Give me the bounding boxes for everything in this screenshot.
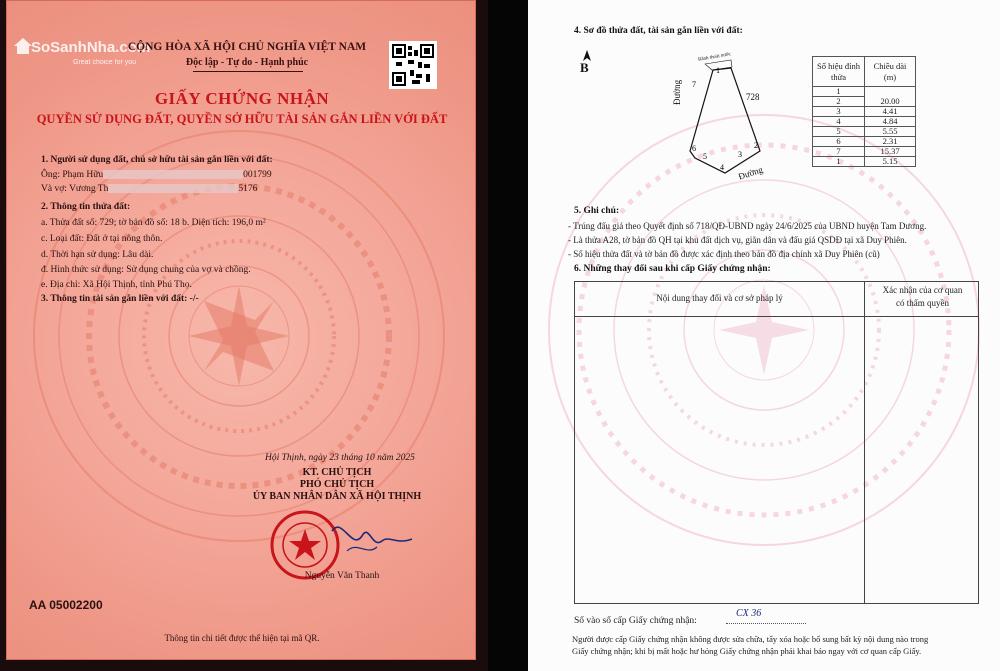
edge-id: 5 <box>813 127 865 137</box>
edge-id: 6 <box>813 137 865 147</box>
vertex-6: 6 <box>692 144 696 153</box>
signer-name: Nguyễn Văn Thanh <box>304 571 380 581</box>
section-6-heading: 6. Những thay đổi sau khi cấp Giấy chứng nhận: <box>574 264 771 274</box>
wife-name: Và vợ: Vương Th <box>41 184 109 194</box>
north-arrow-icon <box>582 50 592 62</box>
use-duration: d. Thời hạn sử dụng: Lâu dài. <box>41 250 154 260</box>
edge-length: 4.41 <box>865 107 916 117</box>
wife-line <box>41 184 257 194</box>
signature-icon <box>327 511 417 561</box>
plot-address: e. Địa chỉ: Xã Hội Thịnh, tỉnh Phú Thọ. <box>41 280 192 290</box>
edge-length: 4.84 <box>865 117 916 127</box>
vertex-5: 5 <box>703 152 707 161</box>
certificate-subtitle: QUYỀN SỬ DỤNG ĐẤT, QUYỀN SỞ HỮU TÀI SẢN GẮN LIỀN VỚI ĐẤT <box>36 112 448 126</box>
edge-id: 4 <box>813 117 865 127</box>
national-title: CỘNG HÒA XÃ HỘI CHỦ NGHĨA VIỆT NAM <box>127 41 367 53</box>
changes-column-content: Nội dung thay đổi và cơ sở pháp lý <box>656 293 783 303</box>
note-1: - Trúng đấu giá theo Quyết định số 718/QĐ-UBND ngày 24/6/2025 của UBND huyện Tam Dương. <box>568 221 927 231</box>
table-row <box>813 117 916 127</box>
vertex-7: 7 <box>692 80 696 89</box>
table-row <box>813 87 916 97</box>
table-header-length: Chiều dài (m) <box>865 57 916 87</box>
column-divider <box>864 282 865 603</box>
section-1-heading: 1. Người sử dụng đất, chủ sở hữu tài sản gắn liền với đất: <box>41 155 273 165</box>
serial-number: AA 05002200 <box>29 598 103 612</box>
book-number-label: Số vào sổ cấp Giấy chứng nhận: <box>574 616 697 626</box>
table-row <box>813 107 916 117</box>
changes-column-confirmation-2: có thẩm quyền <box>896 298 949 308</box>
motto: Độc lập - Tự do - Hạnh phúc <box>185 57 309 68</box>
use-form: đ. Hình thức sử dụng: Sử dụng chung của vợ và chồng. <box>41 265 251 275</box>
section-2-heading: 2. Thông tin thửa đất: <box>41 202 131 212</box>
vertex-2: 2 <box>754 141 758 150</box>
note-3: - Số hiệu thửa đất và tờ bản đồ được xác định theo bản đồ địa chính xã Duy Phiên (cũ) <box>568 249 880 259</box>
section-5-heading: 5. Ghi chú: <box>574 206 620 216</box>
road-left-label: Đường <box>672 79 682 105</box>
watermark-tag: Great choice for you <box>73 59 137 66</box>
left-page <box>0 0 488 671</box>
edge-id: 2 <box>813 97 865 107</box>
signatory-title-2: PHÓ CHỦ TỊCH <box>299 479 375 490</box>
house-icon <box>13 37 33 55</box>
book-number-value: CX 36 <box>736 608 762 619</box>
redacted-block <box>108 184 238 193</box>
table-row <box>813 127 916 137</box>
vertex-3: 3 <box>738 150 742 159</box>
certificate-front <box>6 0 476 660</box>
issue-date: Hội Thịnh, ngày 23 tháng 10 năm 2025 <box>265 453 415 463</box>
edge-id: 1 <box>813 87 865 97</box>
note-2: - Là thửa A28, tờ bản đồ QH tại khu đất dịch vụ, giãn dân và đấu giá QSDĐ tại xã Duy Phiên. <box>568 235 907 245</box>
edge-length: 5.15 <box>865 157 916 167</box>
page-gutter <box>488 0 528 671</box>
table-row <box>813 157 916 167</box>
edge-id: 1 <box>813 157 865 167</box>
book-number-field <box>726 606 806 624</box>
motto-underline <box>193 71 303 72</box>
redacted-block <box>103 170 243 179</box>
certificate-title: GIẤY CHỨNG NHẬN <box>154 89 330 108</box>
plot-info: a. Thửa đất số: 729; tờ bản đồ số: 18 b. Diện tích: 196,0 m² <box>41 218 266 228</box>
edge-length-table <box>812 56 916 167</box>
footer-warning-1: Người được cấp Giấy chứng nhận không được sửa chữa, tẩy xóa hoặc bổ sung bất kỳ nội dung nào trong <box>572 634 929 644</box>
header-divider <box>575 316 978 317</box>
neighbor-plot-number: 728 <box>746 92 760 102</box>
owner-line <box>41 170 272 180</box>
vertex-1: 1 <box>716 66 720 75</box>
table-header-vertex: Số hiệu đỉnh thửa <box>813 57 865 87</box>
edge-length: 20.00 <box>865 87 916 107</box>
qr-note: Thông tin chi tiết được thể hiện tại mã QR. <box>164 633 320 643</box>
road-bottom-label: Đường <box>737 164 765 182</box>
drain-label: Rãnh thoát nước <box>697 52 732 63</box>
land-type: c. Loại đất: Đất ở tại nông thôn. <box>41 234 163 244</box>
qr-code-icon <box>389 41 437 89</box>
vertex-4: 4 <box>720 163 724 172</box>
table-row <box>813 137 916 147</box>
section-3-heading: 3. Thông tin tài sản gắn liền với đất: -/- <box>41 294 199 304</box>
owner-id: 001799 <box>243 170 272 180</box>
edge-length: 5.55 <box>865 127 916 137</box>
changes-column-confirmation-1: Xác nhận của cơ quan <box>882 285 963 295</box>
wife-id: 5176 <box>238 184 258 194</box>
changes-table <box>574 281 979 604</box>
watermark-text: SoSanhNha.com <box>31 39 151 56</box>
north-label: B <box>580 60 589 75</box>
issuing-authority: ỦY BAN NHÂN DÂN XÃ HỘI THỊNH <box>252 491 422 502</box>
signatory-title-1: KT. CHỦ TỊCH <box>302 467 372 478</box>
footer-warning-2: Giấy chứng nhận; khi bị mất hoặc hư hỏng Giấy chứng nhận phải khai báo ngay với cơ quan cấp Giấy. <box>572 646 922 656</box>
section-4-heading: 4. Sơ đồ thửa đất, tài sản gắn liền với đất: <box>574 26 743 36</box>
table-row <box>813 147 916 157</box>
edge-length: 15.37 <box>865 147 916 157</box>
owner-name: Ông: Phạm Hữu <box>41 170 104 180</box>
edge-length: 2.31 <box>865 137 916 147</box>
edge-id: 3 <box>813 107 865 117</box>
edge-id: 7 <box>813 147 865 157</box>
